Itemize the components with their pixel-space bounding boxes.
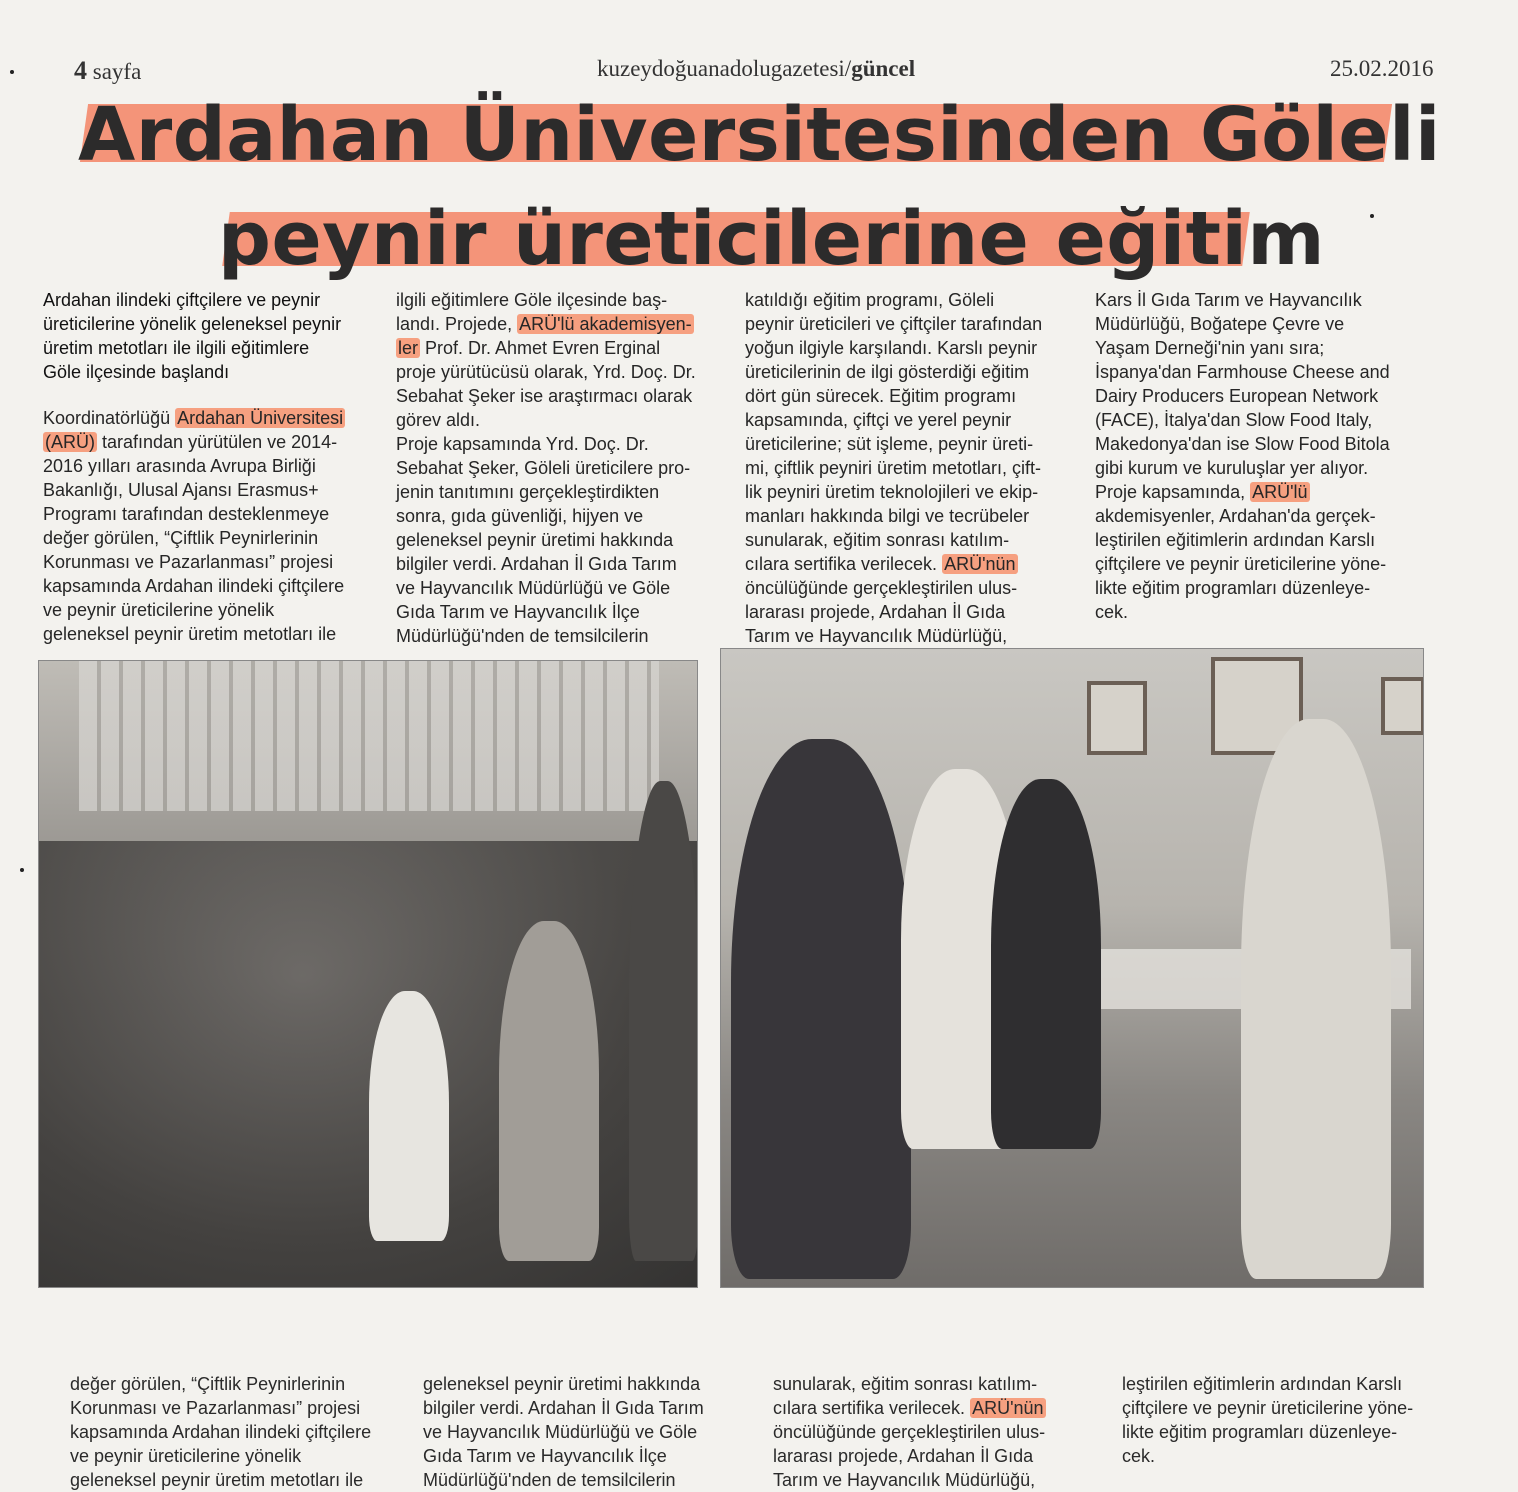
site-name: kuzeydoğuanadolugazetesi/ [597,56,852,81]
issue-date: 25.02.2016 [1330,56,1434,81]
body-line: üreticilerinin de ilgi gösterdiği eğitim [745,362,1030,382]
highlighted-text: ARÜ'nün [944,554,1016,574]
body-line [396,312,731,336]
highlighted-text: Ardahan Üniversitesi [177,408,344,428]
lead-line: Göle ilçesinde başlandı [43,362,230,382]
text-run: Proje kapsamında, [1095,482,1251,502]
person-figure [629,781,698,1261]
body-line: bilgiler verdi. Ardahan İl Gıda Tarım [423,1398,704,1418]
window-blinds [79,661,659,811]
lead-line: Ardahan ilindeki çiftçilere ve peynir [43,290,321,310]
scan-speck [10,70,14,74]
wall-frame [1087,681,1147,755]
body-line [773,1396,1113,1420]
page-word: sayfa [92,59,142,84]
body-line: Tarım ve Hayvancılık Müdürlüğü, [745,626,1008,646]
body-line: ilgili eğitimlere Göle ilçesinde baş- [396,290,668,310]
text-run: Prof. Dr. Ahmet Evren Erginal [420,338,661,358]
person-figure [499,921,599,1261]
body-line: lararası projede, Ardahan İl Gıda [773,1446,1034,1466]
highlighted-text: ler [398,338,419,358]
highlighted-text: ARÜ'nün [972,1398,1044,1418]
body-line: bilgiler verdi. Ardahan İl Gıda Tarım [396,554,677,574]
body-line: kapsamında, çiftçi ve yerel peynir [745,410,1012,430]
body-line: leştirilen eğitimlerin ardından Karslı [1095,530,1376,550]
page-number [74,56,141,86]
lower-column-4 [1122,1372,1462,1468]
lower-column-3 [773,1372,1113,1492]
audience-photo [38,660,698,1288]
highlighted-text: (ARÜ) [45,432,95,452]
body-line: manları hakkında bilgi ve tecrübeler [745,506,1030,526]
body-line: geleneksel peynir üretim metotları ile [43,624,337,644]
body-line: ve peynir üreticilerine yönelik [43,600,275,620]
body-line [43,406,383,430]
body-line: ve peynir üreticilerine yönelik [70,1446,302,1466]
scan-speck [20,868,24,872]
body-line: üreticilerine; süt işleme, peynir üreti- [745,434,1034,454]
body-line: sonra, gıda güvenliği, hijyen ve [396,506,644,526]
highlighted-text: ARÜ'lü akademisyen- [519,314,692,334]
body-line: Korunması ve Pazarlanması” projesi [43,552,334,572]
body-line: gibi kurum ve kuruluşlar yer alıyor. [1095,458,1369,478]
body-line: Gıda Tarım ve Hayvancılık İlçe [396,602,640,622]
body-line: çiftçilere ve peynir üreticilerine yöne- [1122,1398,1414,1418]
highlighted-text: ARÜ'lü [1252,482,1308,502]
person-figure [369,991,449,1241]
body-line: geleneksel peynir üretimi hakkında [396,530,674,550]
page-number-digit: 4 [74,56,87,85]
newspaper-masthead [597,56,915,82]
body-line: 2016 yılları arasında Avrupa Birliği [43,456,316,476]
body-line: cek. [1122,1446,1156,1466]
body-line: Tarım ve Hayvancılık Müdürlüğü, [773,1470,1036,1490]
body-line: kapsamında Ardahan ilindeki çiftçilere [70,1422,372,1442]
body-line [1095,480,1435,504]
body-line: çiftçilere ve peynir üreticilerine yöne- [1095,554,1387,574]
body-line [745,552,1085,576]
body-line: Sebahat Şeker ise araştırmacı olarak [396,386,693,406]
text-run: tarafından yürütülen ve 2014- [97,432,338,452]
body-line: leştirilen eğitimlerin ardından Karslı [1122,1374,1403,1394]
body-line: değer görülen, “Çiftlik Peynirlerinin [70,1374,346,1394]
body-line: Gıda Tarım ve Hayvancılık İlçe [423,1446,667,1466]
article-column-2 [396,288,731,648]
body-line: görev aldı. [396,410,481,430]
body-line: dört gün sürecek. Eğitim programı [745,386,1017,406]
body-line: Proje kapsamında Yrd. Doç. Dr. [396,434,649,454]
body-line: sunularak, eğitim sonrası katılım- [773,1374,1038,1394]
lower-column-1 [70,1372,415,1492]
body-line: İspanya'dan Farmhouse Cheese and [1095,362,1390,382]
body-line: ve Hayvancılık Müdürlüğü ve Göle [396,578,671,598]
body-line: geleneksel peynir üretim metotları ile [70,1470,364,1490]
text-run: cılara sertifika verilecek. [745,554,943,574]
body-line: Korunması ve Pazarlanması” projesi [70,1398,361,1418]
body-line: kapsamında Ardahan ilindeki çiftçilere [43,576,345,596]
body-line: Müdürlüğü, Boğatepe Çevre ve [1095,314,1345,334]
body-line: öncülüğünde gerçekleştirilen ulus- [773,1422,1046,1442]
text-run: cılara sertifika verilecek. [773,1398,971,1418]
text-run: Koordinatörlüğü [43,408,176,428]
headline-line-1: Ardahan Üniversitesinden Göleli [78,92,1441,178]
text-run: landı. Projede, [396,314,518,334]
body-line: Müdürlüğü'nden de temsilcilerin [423,1470,676,1490]
lead-line: üreticilerine yönelik geleneksel peynir [43,314,342,334]
body-line: lik peyniri üretim teknolojileri ve ekip- [745,482,1039,502]
headline-line-2: peynir üreticilerine eğitim [218,196,1325,282]
body-line: sunularak, eğitim sonrası katılım- [745,530,1010,550]
lead-line: üretim metotları ile ilgili eğitimlere [43,338,310,358]
body-line: jenin tanıtımını gerçekleştirdikten [396,482,660,502]
group-photo [720,648,1424,1288]
body-line [43,430,383,454]
body-line: proje yürütücüsü olarak, Yrd. Doç. Dr. [396,362,696,382]
article-column-4 [1095,288,1435,624]
body-line: likte eğitim programları düzenleye- [1095,578,1371,598]
lower-column-2 [423,1372,758,1492]
person-figure [991,779,1101,1149]
section-name: güncel [851,56,916,81]
body-line [396,336,731,360]
scan-speck [1370,214,1374,218]
body-line: öncülüğünde gerçekleştirilen ulus- [745,578,1018,598]
body-line: yoğun ilgiyle karşılandı. Karslı peynir [745,338,1038,358]
body-line: Sebahat Şeker, Göleli üreticilere pro- [396,458,691,478]
person-figure [1241,719,1391,1279]
body-line: cek. [1095,602,1129,622]
body-line: likte eğitim programları düzenleye- [1122,1422,1398,1442]
body-line: Yaşam Derneği'nin yanı sıra; [1095,338,1325,358]
body-line: akdemisyenler, Ardahan'da gerçek- [1095,506,1376,526]
article-column-1 [43,288,383,646]
body-line: Kars İl Gıda Tarım ve Hayvancılık [1095,290,1362,310]
body-line: ve Hayvancılık Müdürlüğü ve Göle [423,1422,698,1442]
body-line: Bakanlığı, Ulusal Ajansı Erasmus+ [43,480,319,500]
body-line: lararası projede, Ardahan İl Gıda [745,602,1006,622]
body-line: (FACE), İtalya'dan Slow Food Italy, [1095,410,1373,430]
body-line: değer görülen, “Çiftlik Peynirlerinin [43,528,319,548]
person-figure [731,739,911,1279]
body-line: Dairy Producers European Network [1095,386,1379,406]
wall-frame [1381,677,1424,735]
article-column-3 [745,288,1085,648]
body-line: Makedonya'dan ise Slow Food Bitola [1095,434,1390,454]
body-line: peynir üreticileri ve çiftçiler tarafından [745,314,1043,334]
body-line: katıldığı eğitim programı, Göleli [745,290,995,310]
body-line: Programı tarafından desteklenmeye [43,504,330,524]
body-line: Müdürlüğü'nden de temsilcilerin [396,626,649,646]
body-line: geleneksel peynir üretimi hakkında [423,1374,701,1394]
body-line: mi, çiftlik peyniri üretim metotları, çift- [745,458,1042,478]
